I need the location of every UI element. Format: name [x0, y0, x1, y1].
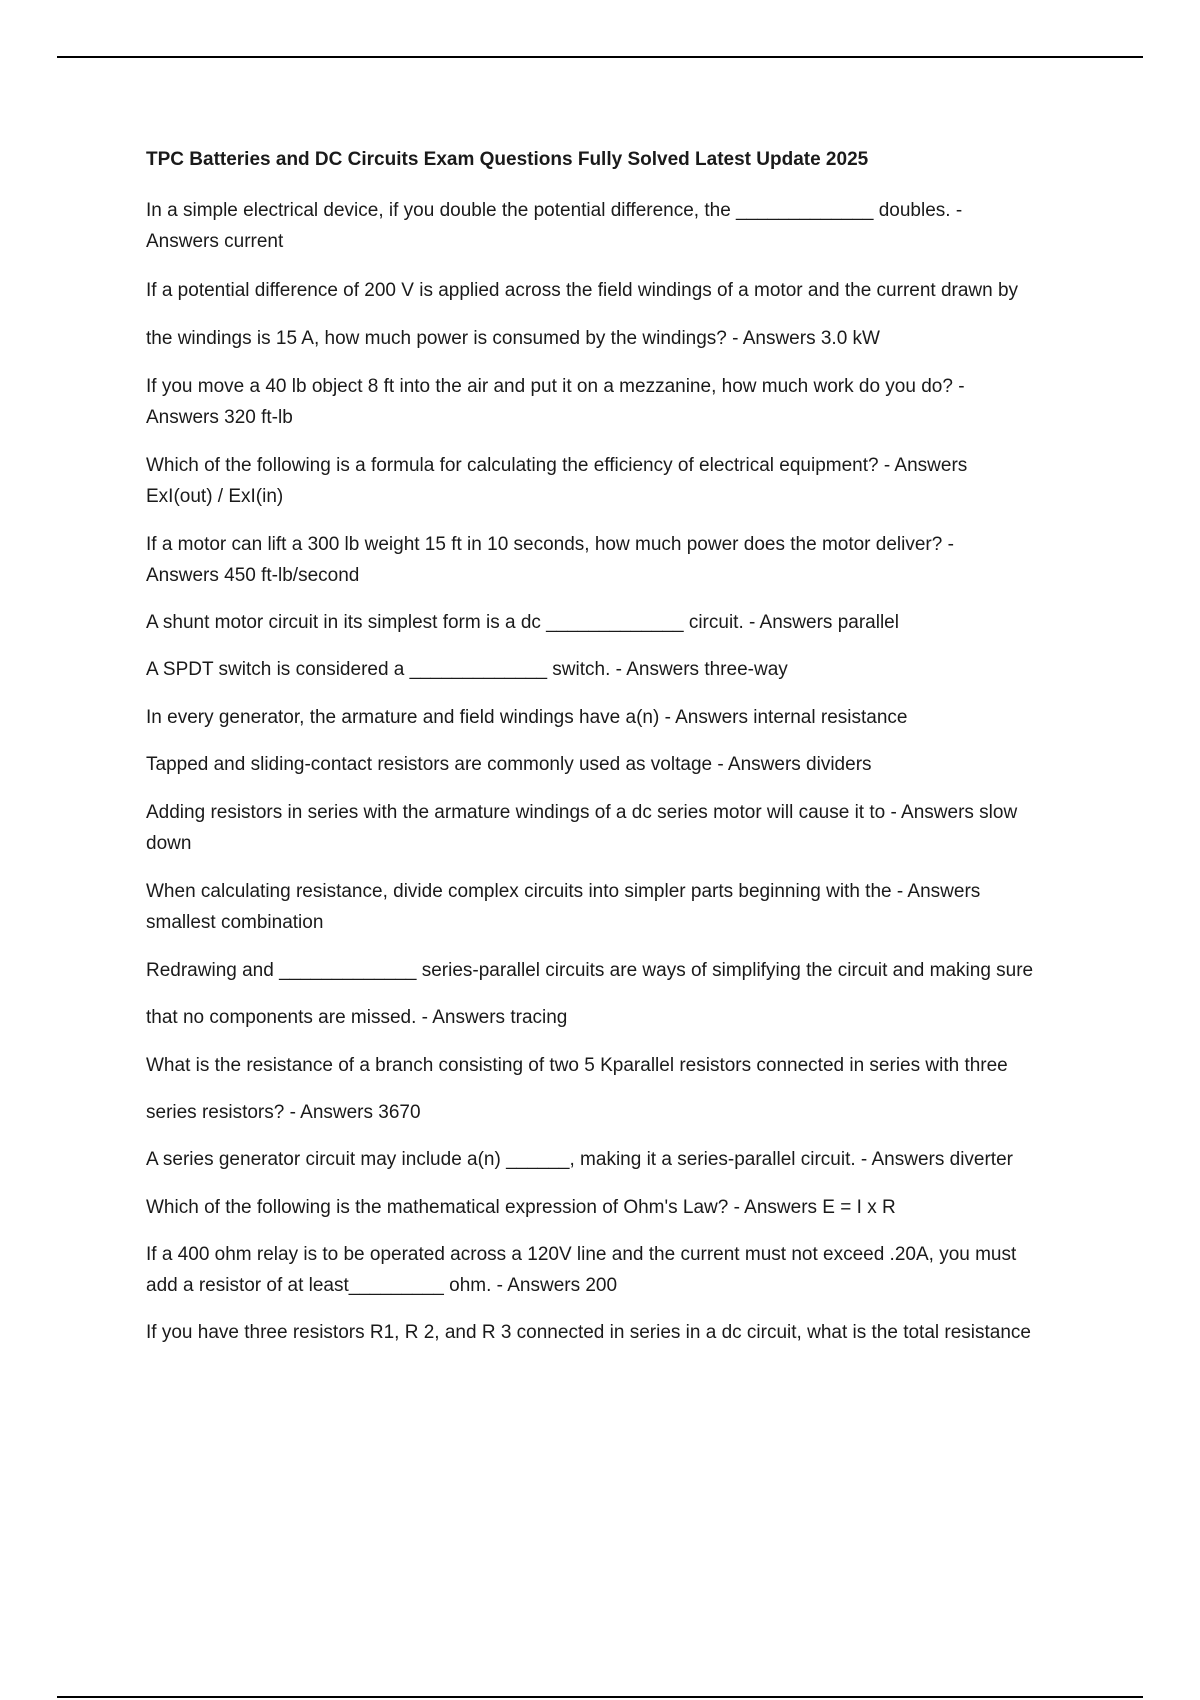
qa-line: Answers current — [146, 231, 284, 252]
qa-line: Answers 450 ft-lb/second — [146, 565, 360, 586]
qa-item — [146, 195, 1096, 257]
qa-item — [146, 1002, 1096, 1033]
qa-line: Redrawing and _____________ series-parallel circuits are ways of simplifying the circuit and making sure — [146, 960, 1034, 981]
qa-line: If a motor can lift a 300 lb weight 15 ft in 10 seconds, how much power does the motor deliver? - — [146, 534, 954, 555]
qa-item — [146, 876, 1096, 938]
qa-line: ExI(out) / ExI(in) — [146, 486, 284, 507]
qa-item — [146, 1050, 1096, 1081]
qa-line: A series generator circuit may include a(n) ______, making it a series-parallel circuit. - Answers diverter — [146, 1149, 1013, 1170]
qa-line: If you have three resistors R1, R 2, and R 3 connected in series in a dc circuit, what is the total resistance — [146, 1322, 1031, 1343]
qa-item — [146, 702, 1096, 733]
qa-item — [146, 1192, 1096, 1223]
qa-item — [146, 323, 1096, 354]
qa-item — [146, 955, 1096, 986]
qa-line: If a 400 ohm relay is to be operated across a 120V line and the current must not exceed .20A, you must — [146, 1244, 1017, 1265]
qa-line: Which of the following is the mathematical expression of Ohm's Law? - Answers E = I x R — [146, 1197, 896, 1218]
qa-item — [146, 450, 1096, 512]
qa-line: In a simple electrical device, if you double the potential difference, the _____________ doubles. - — [146, 200, 963, 221]
qa-line: If a potential difference of 200 V is applied across the field windings of a motor and the current drawn by — [146, 280, 1019, 301]
qa-line: that no components are missed. - Answers tracing — [146, 1007, 568, 1028]
top-divider — [57, 56, 1143, 58]
qa-line: add a resistor of at least_________ ohm. - Answers 200 — [146, 1275, 618, 1296]
qa-item — [146, 607, 1096, 638]
qa-line: the windings is 15 A, how much power is consumed by the windings? - Answers 3.0 kW — [146, 328, 880, 349]
qa-item — [146, 371, 1096, 433]
qa-line: When calculating resistance, divide complex circuits into simpler parts beginning with the - Answers — [146, 881, 981, 902]
qa-line: A shunt motor circuit in its simplest form is a dc _____________ circuit. - Answers parallel — [146, 612, 899, 633]
qa-line: Tapped and sliding-contact resistors are commonly used as voltage - Answers dividers — [146, 754, 872, 775]
qa-line: down — [146, 833, 192, 854]
qa-line: Adding resistors in series with the armature windings of a dc series motor will cause it to - Answers slow — [146, 802, 1018, 823]
qa-item — [146, 275, 1096, 306]
qa-line: What is the resistance of a branch consisting of two 5 Kparallel resistors connected in series with three — [146, 1055, 1008, 1076]
qa-item — [146, 749, 1096, 780]
qa-item — [146, 654, 1096, 685]
question-answer-list — [146, 195, 1096, 1348]
qa-line: Answers 320 ft-lb — [146, 407, 293, 428]
document-title: TPC Batteries and DC Circuits Exam Questions Fully Solved Latest Update 2025 — [146, 149, 869, 170]
qa-line: If you move a 40 lb object 8 ft into the air and put it on a mezzanine, how much work do you do? - — [146, 376, 965, 397]
qa-line: series resistors? - Answers 3670 — [146, 1102, 421, 1123]
qa-item — [146, 1144, 1096, 1175]
document-body — [146, 146, 1096, 1348]
qa-item — [146, 1317, 1096, 1348]
qa-item — [146, 529, 1096, 591]
qa-item — [146, 797, 1096, 859]
qa-line: Which of the following is a formula for calculating the efficiency of electrical equipment? - Answers — [146, 455, 968, 476]
qa-line: In every generator, the armature and field windings have a(n) - Answers internal resistance — [146, 707, 908, 728]
qa-item — [146, 1239, 1096, 1301]
qa-line: smallest combination — [146, 912, 324, 933]
qa-line: A SPDT switch is considered a _____________ switch. - Answers three-way — [146, 659, 788, 680]
bottom-divider — [57, 1696, 1143, 1698]
qa-item — [146, 1097, 1096, 1128]
